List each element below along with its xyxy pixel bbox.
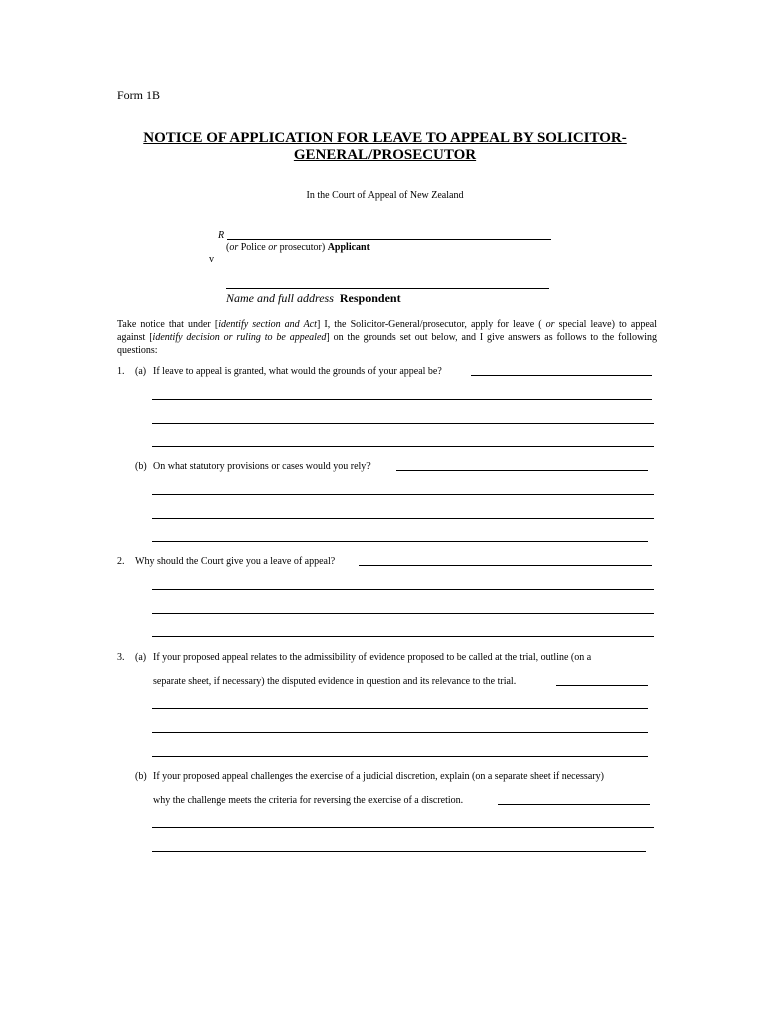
page-title xyxy=(80,130,690,164)
court-name: In the Court of Appeal of New Zealand xyxy=(306,190,464,201)
q3a-text-line2: separate sheet, if necessary) the disputed evidence in question and its relevance to the trial. xyxy=(153,676,517,687)
q1a-text: If leave to appeal is granted, what would the grounds of your appeal be? xyxy=(153,366,442,377)
q2-answer-line[interactable] xyxy=(152,589,654,590)
applicant-label: Applicant xyxy=(327,242,370,253)
versus: v xyxy=(209,254,214,265)
respondent-note: Name and full address Respondent xyxy=(226,291,401,305)
q3b-label: (b) xyxy=(135,771,147,782)
q3b-text-line2: why the challenge meets the criteria for reversing the exercise of a discretion. xyxy=(153,795,464,806)
q1b-answer-line[interactable] xyxy=(152,541,648,542)
applicant-name-line[interactable] xyxy=(227,239,551,240)
q3a-answer-line[interactable] xyxy=(556,685,648,686)
respondent-label: Respondent xyxy=(339,291,401,305)
title-line-1: NOTICE OF APPLICATION FOR LEAVE TO APPEAL BY SOLICITOR- xyxy=(143,130,627,146)
q2-answer-line[interactable] xyxy=(152,636,654,637)
intro-paragraph: Take notice that under [identify section and Act] I, the Solicitor-General/prosecutor, apply for leave ( or special leave) to appeal against [identify decision or ruling to be appealed] on the grounds set out below, and I give answers as follows to the following questions: xyxy=(117,319,658,356)
q1a-label: (a) xyxy=(135,366,147,377)
q1a-answer-line[interactable] xyxy=(471,375,652,376)
q3b-text-line1: If your proposed appeal challenges the exercise of a judicial discretion, explain (on a separate sheet if necessary) xyxy=(153,771,604,782)
q3b-answer-line[interactable] xyxy=(152,851,646,852)
q1b-answer-line[interactable] xyxy=(152,494,654,495)
respondent-name-line[interactable] xyxy=(226,288,549,289)
q1a-answer-line[interactable] xyxy=(152,446,654,447)
q3a-answer-line[interactable] xyxy=(152,708,648,709)
q3a-answer-line[interactable] xyxy=(152,756,648,757)
q2-answer-line[interactable] xyxy=(359,565,652,566)
q1-number: 1. xyxy=(117,366,125,377)
q3a-text-line1: If your proposed appeal relates to the admissibility of evidence proposed to be called at the trial, outline (on a xyxy=(153,652,592,663)
q1b-answer-line[interactable] xyxy=(152,518,654,519)
q1b-text: On what statutory provisions or cases would you rely? xyxy=(153,461,371,472)
q3a-label: (a) xyxy=(135,652,147,663)
q2-answer-line[interactable] xyxy=(152,613,654,614)
applicant-note: (or Police or prosecutor) Applicant xyxy=(226,242,370,253)
q3b-answer-line[interactable] xyxy=(498,804,650,805)
q1b-answer-line[interactable] xyxy=(396,470,648,471)
q1a-answer-line[interactable] xyxy=(152,399,652,400)
title-line-2: GENERAL/PROSECUTOR xyxy=(293,147,477,163)
q1a-answer-line[interactable] xyxy=(152,423,654,424)
q3b-answer-line[interactable] xyxy=(152,827,654,828)
q2-number: 2. xyxy=(117,556,125,567)
q3-number: 3. xyxy=(117,652,125,663)
r-prefix: R xyxy=(218,230,225,241)
q2-text: Why should the Court give you a leave of appeal? xyxy=(135,556,336,567)
q3a-answer-line[interactable] xyxy=(152,732,648,733)
form-number: Form 1B xyxy=(117,88,161,102)
q1b-label: (b) xyxy=(135,461,147,472)
